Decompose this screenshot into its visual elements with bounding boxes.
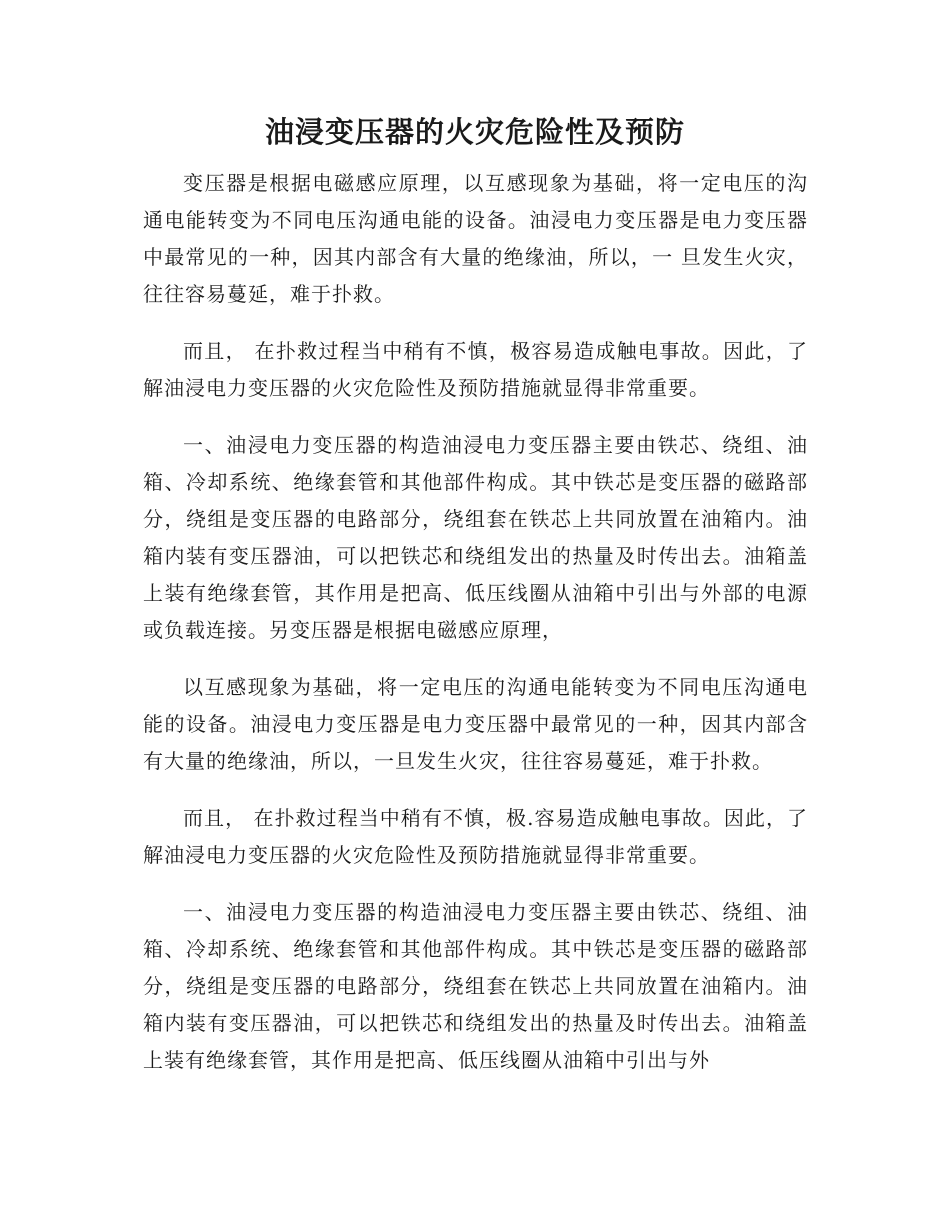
paragraph-3: 一、油浸电力变压器的构造油浸电力变压器主要由铁芯、绕组、油箱、冷却系统、绝缘套管和其他部件构成。其中铁芯是变压器的磁路部分，绕组是变压器的电路部分，绕组套在铁芯上共同放置在油箱内。油箱内装有变压器油，可以把铁芯和绕组发出的热量及时传出去。油箱盖上装有绝缘套管，其作用是把高、低压线圈从油箱中引出与外部的电源或负载连接。另变压器是根据电磁感应原理， bbox=[143, 433, 808, 642]
paragraph-4: 以互感现象为基础，将一定电压的沟通电能转变为不同电压沟通电能的设备。油浸电力变压器是电力变压器中最常见的一种，因其内部含有大量的绝缘油，所以，一旦发生火灾，往往容易蔓延，难于扑救。 bbox=[143, 675, 808, 773]
paragraph-1: 变压器是根据电磁感应原理，以互感现象为基础，将一定电压的沟通电能转变为不同电压沟通电能的设备。油浸电力变压器是电力变压器中最常见的一种，因其内部含有大量的绝缘油，所以，一 旦发生火灾，往往容易蔓延，难于扑救。 bbox=[143, 171, 808, 306]
paragraph-5: 而且， 在扑救过程当中稍有不慎，极.容易造成触电事故。因此，了解油浸电力变压器的火灾危险性及预防措施就显得非常重要。 bbox=[143, 806, 808, 867]
document-body bbox=[143, 165, 808, 1099]
paragraph-2: 而且， 在扑救过程当中稍有不慎，极容易造成触电事故。因此，了解油浸电力变压器的火灾危险性及预防措施就显得非常重要。 bbox=[143, 339, 808, 400]
paragraph-6: 一、油浸电力变压器的构造油浸电力变压器主要由铁芯、绕组、油箱、冷却系统、绝缘套管和其他部件构成。其中铁芯是变压器的磁路部分，绕组是变压器的电路部分，绕组套在铁芯上共同放置在油箱内。油箱内装有变压器油，可以把铁芯和绕组发出的热量及时传出去。油箱盖上装有绝缘套管，其作用是把高、低压线圈从油箱中引出与外 bbox=[143, 900, 808, 1072]
document-title: 油浸变压器的火灾危险性及预防 bbox=[264, 115, 685, 149]
